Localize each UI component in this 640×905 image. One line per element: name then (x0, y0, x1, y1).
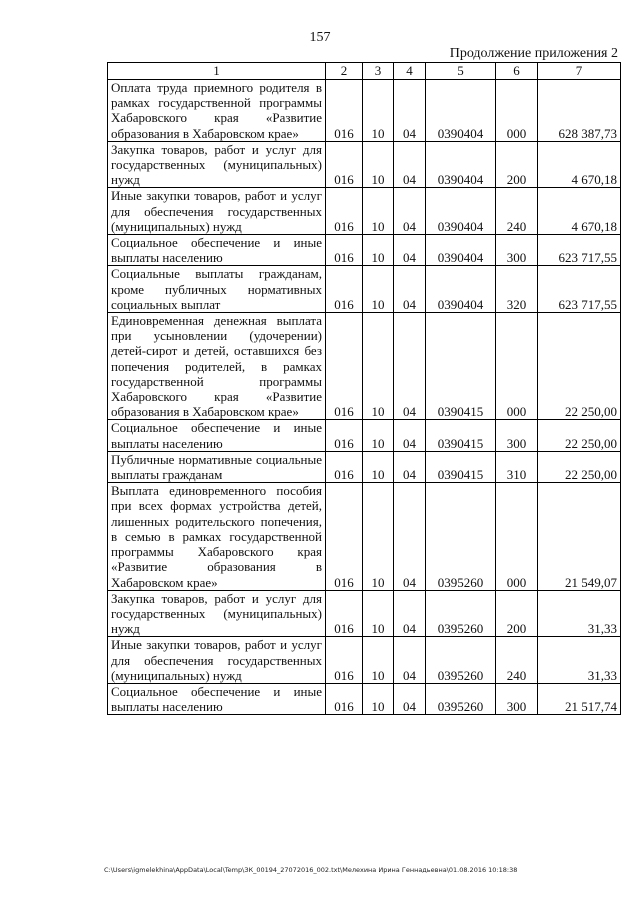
column-header-6: 6 (496, 63, 538, 80)
column-header-4: 4 (394, 63, 426, 80)
row-description: Выплата единовременного пособия при всех формах устройства детей, лишенных родительского попечения, в семью в рамках государственной программы Хабаровского края «Развитие образования в Хабаровском крае» (108, 483, 326, 590)
target-article-code: 0390404 (426, 266, 496, 313)
section-code: 10 (363, 266, 394, 313)
target-article-code: 0395260 (426, 683, 496, 714)
row-description: Социальное обеспечение и иные выплаты населению (108, 683, 326, 714)
table-header-row (108, 63, 621, 80)
row-description: Иные закупки товаров, работ и услуг для обеспечения государственных (муниципальных) нужд (108, 188, 326, 235)
section-code: 10 (363, 313, 394, 420)
expense-type-code: 000 (496, 313, 538, 420)
table-row (108, 590, 621, 637)
table-row (108, 420, 621, 451)
amount: 4 670,18 (538, 188, 621, 235)
expense-type-code: 200 (496, 141, 538, 188)
target-article-code: 0390415 (426, 420, 496, 451)
target-article-code: 0390415 (426, 451, 496, 482)
target-article-code: 0395260 (426, 637, 496, 684)
table-row (108, 266, 621, 313)
column-header-5: 5 (426, 63, 496, 80)
amount: 4 670,18 (538, 141, 621, 188)
amount: 22 250,00 (538, 451, 621, 482)
section-code: 10 (363, 451, 394, 482)
row-description: Закупка товаров, работ и услуг для государственных (муниципальных) нужд (108, 141, 326, 188)
target-article-code: 0395260 (426, 483, 496, 590)
section-code: 10 (363, 683, 394, 714)
ministry-code: 016 (326, 235, 363, 266)
expense-type-code: 000 (496, 483, 538, 590)
row-description: Социальное обеспечение и иные выплаты населению (108, 420, 326, 451)
ministry-code: 016 (326, 266, 363, 313)
file-path-footer: C:\Users\igmelekhina\AppData\Local\Temp\ЗК_00194_27072016_002.txt\Мелехина Ирина Геннадьевна\01.08.2016 10:18:38 (104, 866, 518, 874)
row-description: Социальное обеспечение и иные выплаты населению (108, 235, 326, 266)
table-row (108, 188, 621, 235)
amount: 628 387,73 (538, 80, 621, 142)
row-description: Единовременная денежная выплата при усыновлении (удочерении) детей-сирот и детей, оставшихся без попечения родителей, в рамках государственной программы Хабаровского края «Развитие образования в Хабаровском крае» (108, 313, 326, 420)
ministry-code: 016 (326, 590, 363, 637)
table-row (108, 637, 621, 684)
expense-type-code: 240 (496, 637, 538, 684)
amount: 22 250,00 (538, 313, 621, 420)
ministry-code: 016 (326, 313, 363, 420)
budget-table (107, 62, 621, 715)
ministry-code: 016 (326, 683, 363, 714)
row-description: Закупка товаров, работ и услуг для государственных (муниципальных) нужд (108, 590, 326, 637)
amount: 22 250,00 (538, 420, 621, 451)
expense-type-code: 240 (496, 188, 538, 235)
table-row (108, 235, 621, 266)
section-code: 10 (363, 141, 394, 188)
subsection-code: 04 (394, 313, 426, 420)
subsection-code: 04 (394, 683, 426, 714)
expense-type-code: 310 (496, 451, 538, 482)
ministry-code: 016 (326, 188, 363, 235)
page-number: 157 (309, 30, 331, 45)
row-description: Оплата труда приемного родителя в рамках государственной программы Хабаровского края «Развитие образования в Хабаровском крае» (108, 80, 326, 142)
column-header-3: 3 (363, 63, 394, 80)
expense-type-code: 200 (496, 590, 538, 637)
column-header-1: 1 (108, 63, 326, 80)
subsection-code: 04 (394, 483, 426, 590)
subsection-code: 04 (394, 80, 426, 142)
expense-type-code: 000 (496, 80, 538, 142)
amount: 21 517,74 (538, 683, 621, 714)
amount: 21 549,07 (538, 483, 621, 590)
row-description: Социальные выплаты гражданам, кроме публичных нормативных социальных выплат (108, 266, 326, 313)
expense-type-code: 300 (496, 683, 538, 714)
target-article-code: 0390404 (426, 80, 496, 142)
subsection-code: 04 (394, 266, 426, 313)
section-code: 10 (363, 235, 394, 266)
target-article-code: 0390415 (426, 313, 496, 420)
subsection-code: 04 (394, 188, 426, 235)
table-row (108, 451, 621, 482)
amount: 623 717,55 (538, 235, 621, 266)
section-code: 10 (363, 80, 394, 142)
section-code: 10 (363, 637, 394, 684)
table-row (108, 683, 621, 714)
ministry-code: 016 (326, 80, 363, 142)
subsection-code: 04 (394, 141, 426, 188)
ministry-code: 016 (326, 420, 363, 451)
section-code: 10 (363, 188, 394, 235)
amount: 623 717,55 (538, 266, 621, 313)
table-row (108, 141, 621, 188)
table-row (108, 483, 621, 590)
row-description: Публичные нормативные социальные выплаты гражданам (108, 451, 326, 482)
section-code: 10 (363, 483, 394, 590)
expense-type-code: 300 (496, 235, 538, 266)
appendix-continuation-label: Продолжение приложения 2 (449, 46, 618, 61)
subsection-code: 04 (394, 235, 426, 266)
table-body (108, 80, 621, 715)
amount: 31,33 (538, 637, 621, 684)
subsection-code: 04 (394, 451, 426, 482)
target-article-code: 0395260 (426, 590, 496, 637)
target-article-code: 0390404 (426, 141, 496, 188)
subsection-code: 04 (394, 590, 426, 637)
target-article-code: 0390404 (426, 188, 496, 235)
expense-type-code: 300 (496, 420, 538, 451)
column-header-7: 7 (538, 63, 621, 80)
ministry-code: 016 (326, 141, 363, 188)
amount: 31,33 (538, 590, 621, 637)
subsection-code: 04 (394, 420, 426, 451)
column-header-2: 2 (326, 63, 363, 80)
expense-type-code: 320 (496, 266, 538, 313)
target-article-code: 0390404 (426, 235, 496, 266)
section-code: 10 (363, 420, 394, 451)
ministry-code: 016 (326, 483, 363, 590)
table-row (108, 80, 621, 142)
ministry-code: 016 (326, 637, 363, 684)
table-row (108, 313, 621, 420)
section-code: 10 (363, 590, 394, 637)
ministry-code: 016 (326, 451, 363, 482)
subsection-code: 04 (394, 637, 426, 684)
row-description: Иные закупки товаров, работ и услуг для обеспечения государственных (муниципальных) нужд (108, 637, 326, 684)
